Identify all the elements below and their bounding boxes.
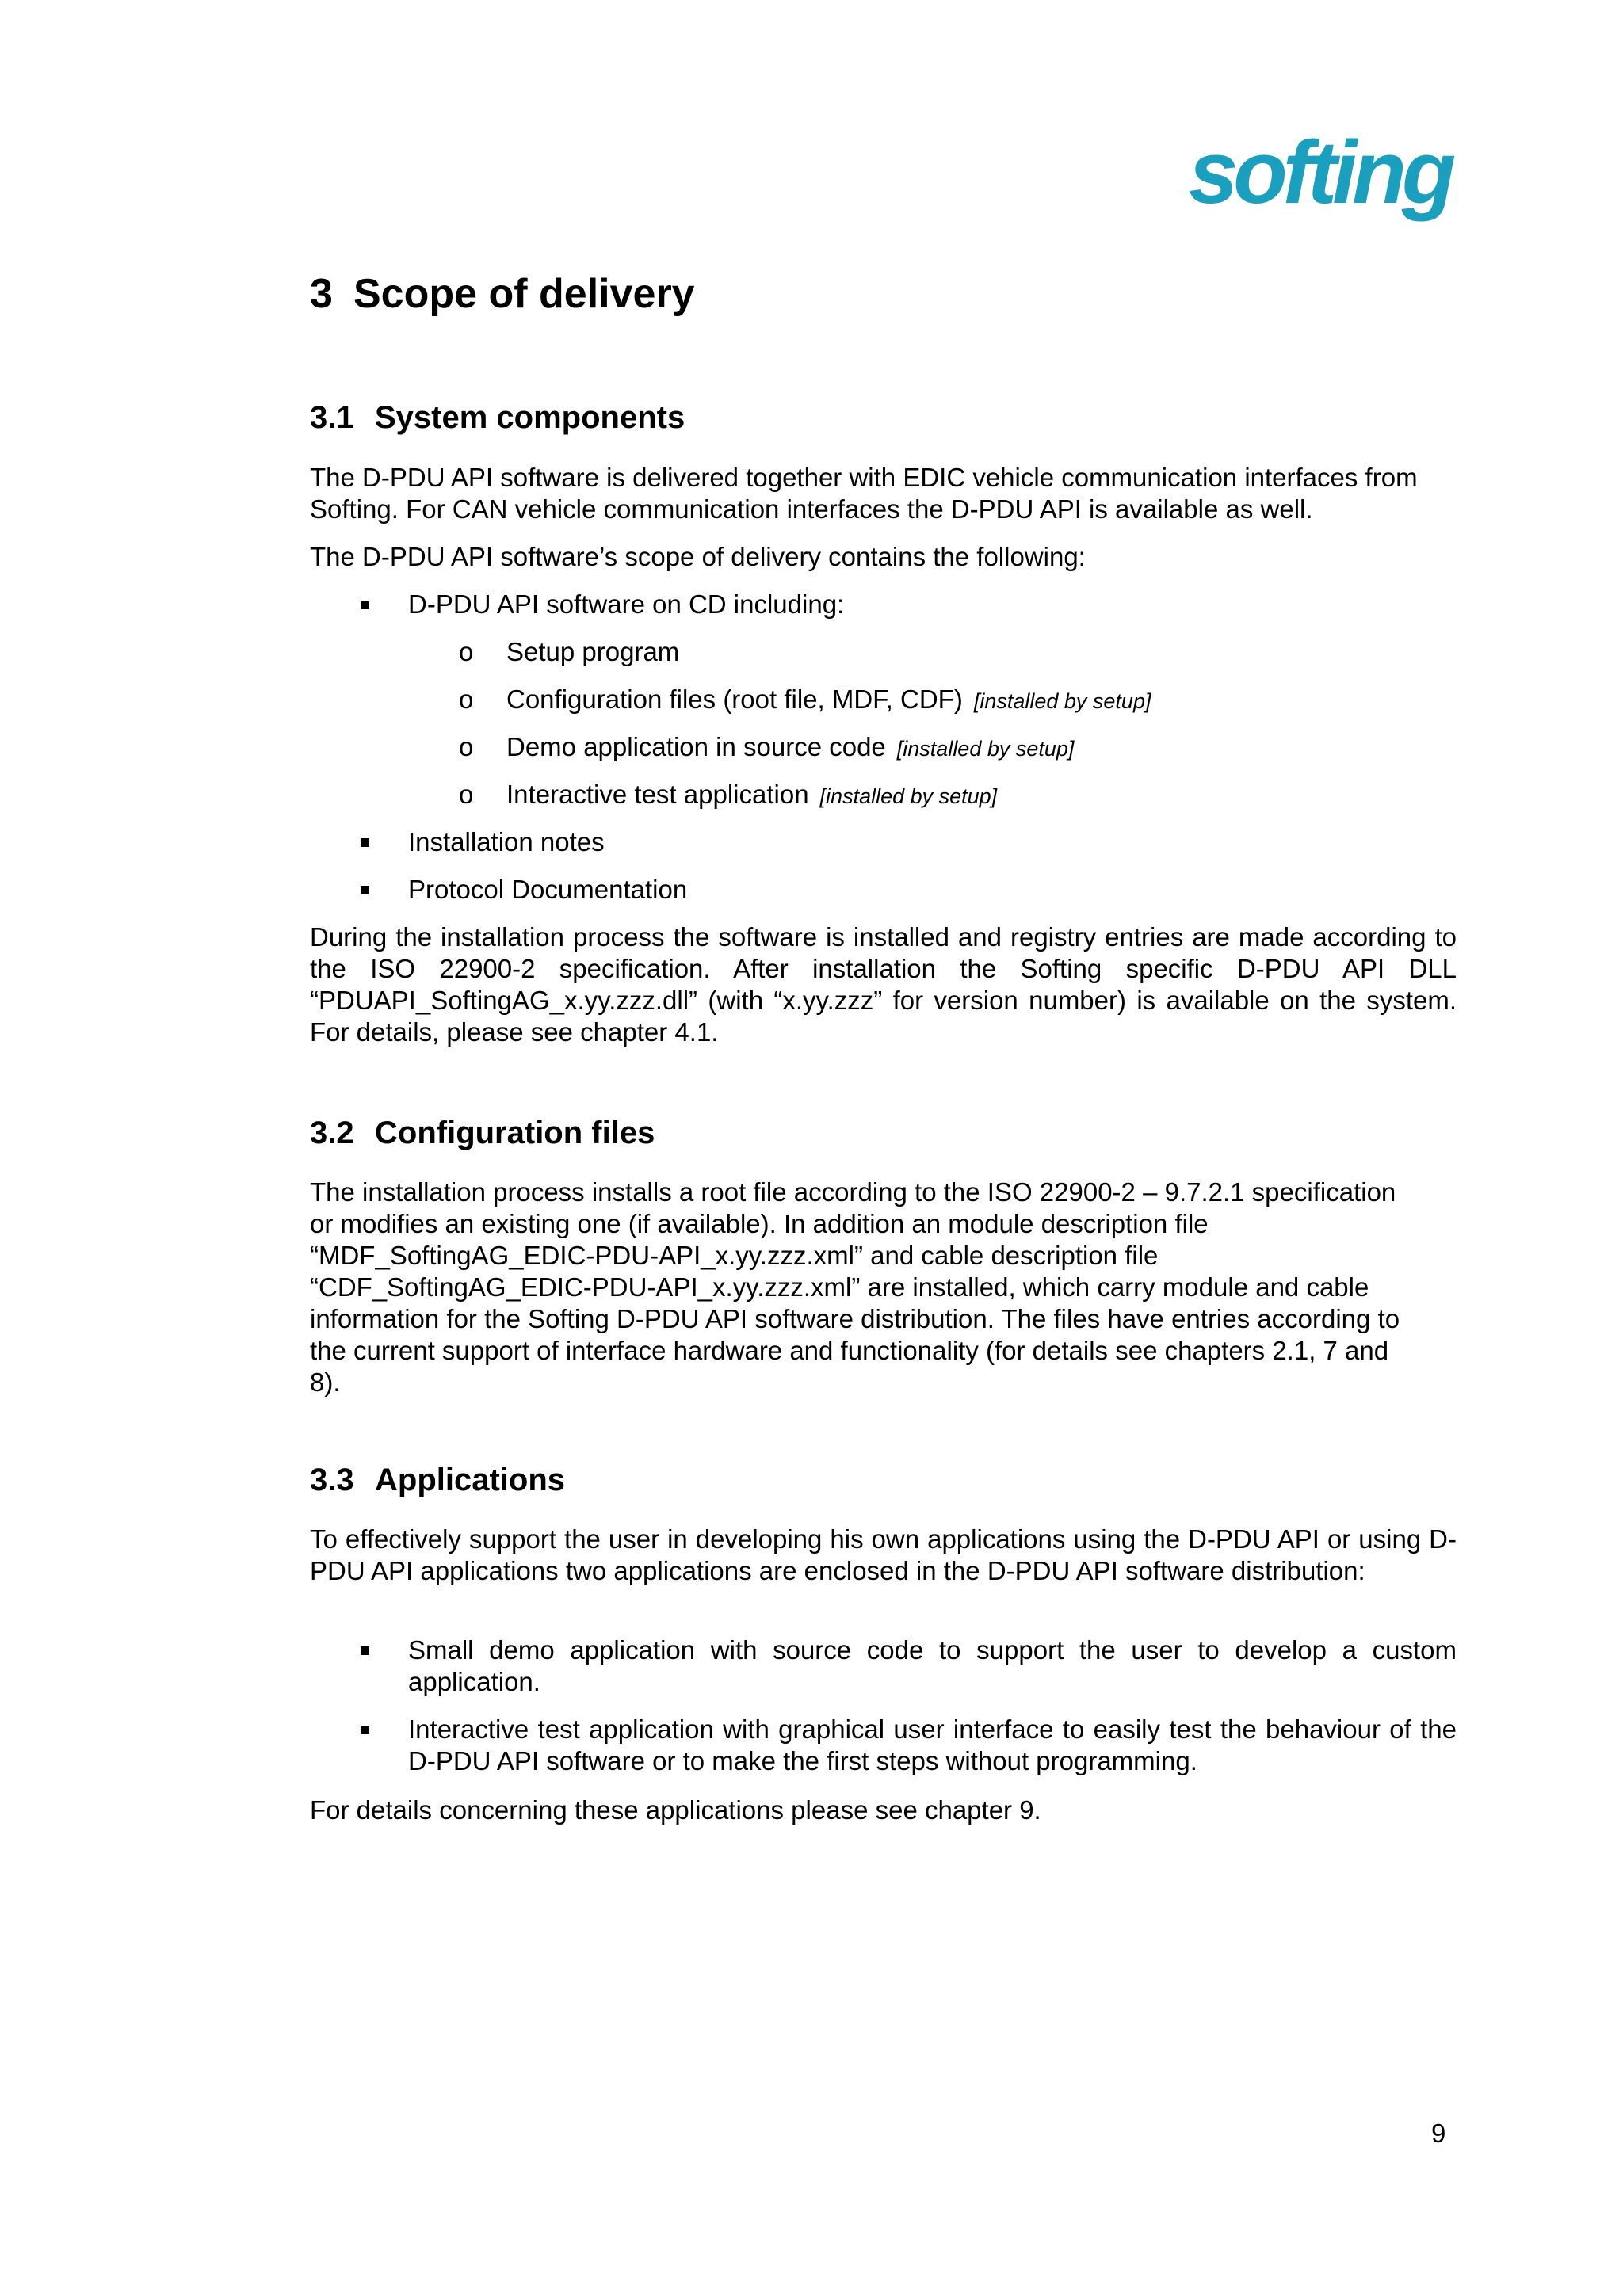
paragraph: During the installation process the software is installed and registry entries are made according to the ISO 22900-2 specification. After installation the Softing specific D-PDU API DLL “PDUAPI_SoftingAG_x.yy.zzz.dll” (with “x.yy.zzz” for version number) is available on the system. For details, please see chapter 4.1. [310, 922, 1457, 1047]
logo-text: softing [1189, 127, 1452, 222]
bullet-circle-icon: o [459, 685, 474, 714]
softing-logo [1189, 127, 1458, 230]
bullet-circle-icon: o [459, 732, 474, 761]
installed-tag: [installed by setup] [896, 737, 1075, 761]
section-title: System components [375, 400, 685, 435]
bullet-square-icon [361, 1726, 369, 1734]
paragraph [310, 1177, 1457, 1398]
paragraph-line: “CDF_SoftingAG_EDIC-PDU-API_x.yy.zzz.xml” are installed, which carry module and cable [310, 1272, 1369, 1302]
list-item-text: Interactive test application with graphical user interface to easily test the behaviour of the D-PDU API software or to make the first steps without programming. [408, 1714, 1457, 1775]
paragraph-line: 8). [310, 1367, 341, 1397]
installed-tag: [installed by setup] [973, 689, 1151, 713]
sub-list-item-text: Interactive test application [506, 780, 809, 809]
section-heading-3-2 [310, 1114, 655, 1152]
chapter-heading [310, 270, 695, 318]
list-item-text: Installation notes [408, 827, 605, 856]
section-number: 3.3 [310, 1463, 354, 1497]
section-number: 3.1 [310, 400, 354, 435]
sub-list-item-text: Configuration files (root file, MDF, CDF) [506, 685, 963, 714]
paragraph-line: the current support of interface hardware and functionality (for details see chapters 2.1, 7 and [310, 1336, 1389, 1365]
section-heading-3-1 [310, 399, 685, 437]
paragraph-line: information for the Softing D-PDU API software distribution. The files have entries according to [310, 1304, 1400, 1333]
section-heading-3-3 [310, 1461, 565, 1499]
section-title: Applications [375, 1463, 566, 1497]
list-item-text: Protocol Documentation [408, 875, 688, 904]
paragraph: To effectively support the user in developing his own applications using the D-PDU API or using D-PDU API applications two applications are enclosed in the D-PDU API software distribution: [310, 1524, 1457, 1585]
sub-list-item-text: Demo application in source code [506, 732, 886, 761]
bullet-square-icon [361, 601, 369, 609]
chapter-number: 3 [310, 271, 333, 317]
chapter-title: Scope of delivery [353, 271, 695, 317]
bullet-circle-icon: o [459, 637, 474, 666]
paragraph-line: The installation process installs a root file according to the ISO 22900-2 – 9.7.2.1 specification [310, 1177, 1396, 1207]
paragraph-line: or modifies an existing one (if available). In addition an module description file [310, 1209, 1209, 1238]
paragraph: The D-PDU API software’s scope of delivery contains the following: [310, 542, 1086, 571]
section-number: 3.2 [310, 1116, 354, 1150]
installed-tag: [installed by setup] [819, 784, 998, 808]
paragraph: The D-PDU API software is delivered together with EDIC vehicle communication interfaces from Softing. For CAN vehicle communication interfaces the D-PDU API is available as well. [310, 463, 1418, 524]
paragraph: For details concerning these applications please see chapter 9. [310, 1795, 1041, 1825]
page-number: 9 [1431, 2119, 1446, 2148]
section-title: Configuration files [375, 1116, 655, 1150]
bullet-square-icon [361, 886, 369, 894]
list-item-text: Small demo application with source code to support the user to develop a custom application. [408, 1635, 1457, 1696]
bullet-square-icon [361, 838, 369, 847]
paragraph-line: “MDF_SoftingAG_EDIC-PDU-API_x.yy.zzz.xml” and cable description file [310, 1241, 1159, 1270]
list-item-text: D-PDU API software on CD including: [408, 589, 845, 619]
bullet-circle-icon: o [459, 780, 474, 809]
bullet-square-icon [361, 1646, 369, 1655]
sub-list-item-text: Setup program [506, 637, 680, 666]
